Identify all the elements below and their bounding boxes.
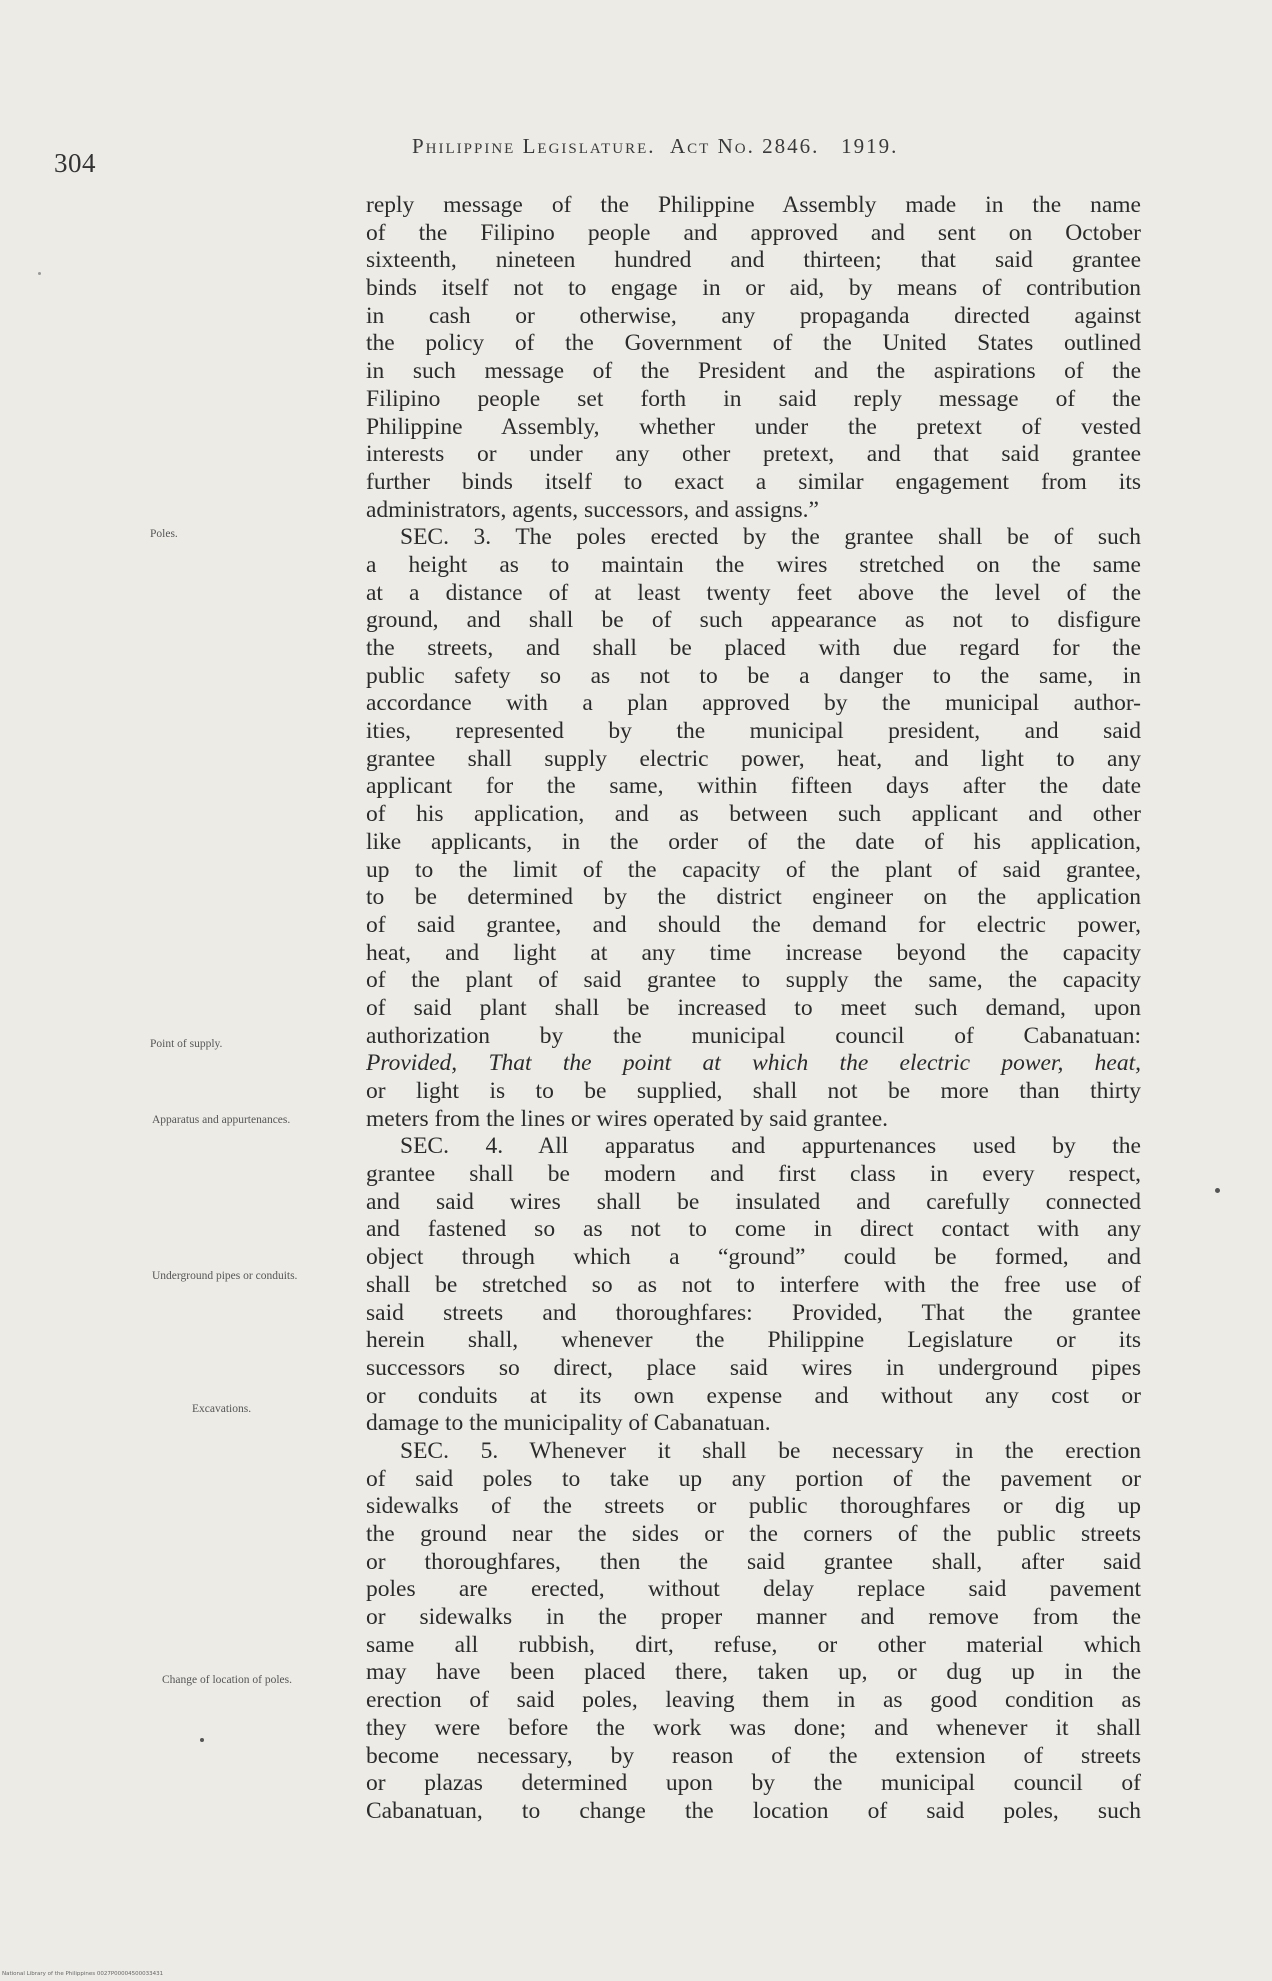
body-line: of the plant of said grantee to supply the same, the capacity [366, 967, 1141, 994]
body-line: Cabanatuan, to change the location of said poles, such [366, 1797, 1141, 1824]
body-line: grantee shall be modern and first class in every respect, [366, 1161, 1141, 1188]
scan-speck [200, 1738, 204, 1742]
body-line: or light is to be supplied, shall not be more than thirty [366, 1078, 1141, 1104]
body-line: accordance with a plan approved by the municipal author- [366, 690, 1141, 717]
body-line: of said plant shall be increased to meet such demand, upon [366, 994, 1141, 1021]
running-head [412, 134, 898, 159]
body-line: or plazas determined upon by the municipal council of [366, 1770, 1141, 1797]
body-line: up to the limit of the capacity of the plant of said grantee, [366, 856, 1141, 883]
margin-note-excavations: Excavations. [192, 1403, 252, 1415]
body-line: binds itself not to engage in or aid, by means of contribution [366, 275, 1141, 302]
body-line: successors so direct, place said wires in underground pipes [366, 1354, 1141, 1381]
footer-strip: National Library of the Philippines 0027P00004500033431 [2, 1971, 164, 1977]
body-line: administrators, agents, successors, and assigns.” [366, 496, 819, 523]
body-line: the policy of the Government of the United States outlined [366, 330, 1141, 357]
body-line: the ground near the sides or the corners of the public streets [366, 1521, 1141, 1547]
body-line: grantee shall supply electric power, heat, and light to any [366, 745, 1141, 772]
margin-note-point-of-supply: Point of supply. [150, 1038, 223, 1050]
margin-note-apparatus: Apparatus and appurtenances. [152, 1114, 291, 1126]
body-line: or thoroughfares, then the said grantee shall, after said [366, 1548, 1141, 1575]
body-line: or conduits at its own expense and without any cost or [366, 1382, 1141, 1409]
body-line: in cash or otherwise, any propaganda directed against [366, 302, 1141, 329]
proviso-line: Provided, That the point at which the electric power, heat, [366, 1050, 1141, 1077]
section-3-start: SEC. 3. The poles erected by the grantee shall be of such [400, 524, 1141, 551]
body-line: further binds itself to exact a similar engagement from its [366, 468, 1141, 495]
section-4-start: SEC. 4. All apparatus and appurtenances used by the [400, 1133, 1141, 1160]
running-head-legislature: Philippine Legislature. [412, 134, 656, 158]
section-5-start: SEC. 5. Whenever it shall be necessary in the erection [400, 1437, 1141, 1464]
body-line: they were before the work was done; and whenever it shall [366, 1714, 1141, 1741]
margin-note-underground-pipes: Underground pipes or conduits. [152, 1270, 298, 1282]
body-line: the streets, and shall be placed with due regard for the [366, 635, 1141, 661]
body-text [366, 192, 1141, 1826]
body-line: in such message of the President and the aspirations of the [366, 358, 1141, 385]
body-line: ities, represented by the municipal president, and said [366, 718, 1141, 745]
body-line: and fastened so as not to come in direct contact with any [366, 1216, 1141, 1243]
running-head-act: Act No. 2846. [670, 134, 820, 158]
margin-note-change-of-location: Change of location of poles. [162, 1674, 292, 1686]
body-line: interests or under any other pretext, and that said grantee [366, 441, 1141, 468]
body-line: sixteenth, nineteen hundred and thirteen; that said grantee [366, 247, 1141, 274]
body-line: erection of said poles, leaving them in as good condition as [366, 1687, 1141, 1714]
body-line: of his application, and as between such applicant and other [366, 801, 1141, 828]
body-line: to be determined by the district engineer on the application [366, 884, 1141, 911]
body-line: and said wires shall be insulated and carefully connected [366, 1188, 1141, 1215]
scan-speck [38, 272, 41, 275]
body-line: or sidewalks in the proper manner and remove from the [366, 1604, 1141, 1631]
body-line: said streets and thoroughfares: Provided, That the grantee [366, 1299, 1141, 1326]
body-line: authorization by the municipal council of Cabanatuan: [366, 1022, 1141, 1049]
page-number: 304 [54, 148, 96, 178]
body-line: shall be stretched so as not to interfere with the free use of [366, 1271, 1141, 1298]
scan-speck [1215, 1188, 1220, 1193]
body-line: same all rubbish, dirt, refuse, or other material which [366, 1631, 1141, 1658]
body-line: a height as to maintain the wires stretched on the same [366, 551, 1141, 578]
body-line: like applicants, in the order of the date of his application, [366, 828, 1141, 855]
body-line: public safety so as not to be a danger to the same, in [366, 662, 1141, 689]
body-line: reply message of the Philippine Assembly made in the name [366, 192, 1141, 218]
body-line: damage to the municipality of Cabanatuan. [366, 1410, 771, 1437]
body-line: herein shall, whenever the Philippine Legislature or its [366, 1327, 1141, 1354]
body-line: of said poles to take up any portion of the pavement or [366, 1465, 1141, 1492]
body-line: of the Filipino people and approved and sent on October [366, 219, 1141, 246]
body-line: sidewalks of the streets or public thoroughfares or dig up [366, 1493, 1141, 1520]
body-line: at a distance of at least twenty feet above the level of the [366, 579, 1141, 606]
body-line: of said grantee, and should the demand for electric power, [366, 911, 1141, 938]
body-line: applicant for the same, within fifteen days after the date [366, 773, 1141, 800]
body-line: meters from the lines or wires operated by said grantee. [366, 1105, 889, 1132]
body-line: Filipino people set forth in said reply message of the [366, 385, 1141, 412]
body-line: become necessary, by reason of the extension of streets [366, 1742, 1141, 1769]
margin-note-poles: Poles. [150, 528, 178, 540]
body-line: ground, and shall be of such appearance as not to disfigure [366, 607, 1141, 634]
body-line: Philippine Assembly, whether under the pretext of vested [366, 413, 1141, 440]
body-line: object through which a “ground” could be formed, and [366, 1244, 1141, 1271]
body-line: may have been placed there, taken up, or dug up in the [366, 1659, 1141, 1686]
body-line: heat, and light at any time increase beyond the capacity [366, 939, 1141, 966]
running-head-year: 1919. [841, 134, 899, 158]
body-line: poles are erected, without delay replace said pavement [366, 1576, 1141, 1603]
